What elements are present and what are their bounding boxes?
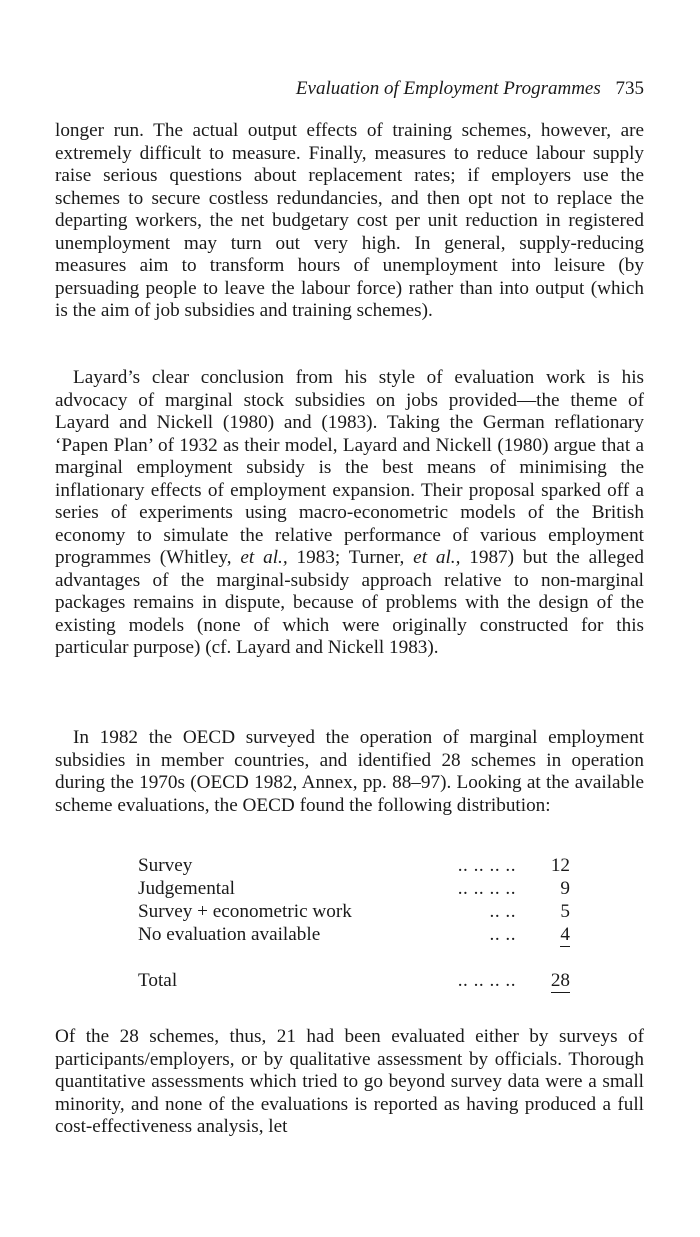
et-al-2: et al.,	[413, 547, 461, 568]
paragraph-1-text: longer run. The actual output effects of training schemes, however, are extremely difficult to measure. Finally, measures to reduce labour supply raise serious questions about replacement rates; if employers use the schemes to secure costless redundancies, and then opt not to replace the departing workers, the net budgetary cost per unit reduction in registered unemployment may turn out very high. In general, supply-reducing measures aim to transform hours of unemployment into leisure (by persuading people to leave the labour force) rather than into output (which is the aim of job subsidies and training schemes).	[55, 120, 644, 321]
leader-dots: .. .. .. ..	[457, 855, 516, 876]
running-title: Evaluation of Employment Programmes	[295, 78, 601, 99]
row-label: Judgemental	[138, 878, 235, 899]
row-value: 5	[560, 901, 570, 922]
row-value: 4	[560, 924, 570, 945]
total-value: 28	[550, 970, 570, 991]
leader-dots: .. .. .. ..	[457, 970, 516, 991]
paragraph-4	[55, 1026, 644, 1139]
evaluation-distribution-table	[138, 854, 570, 993]
paragraph-2-text	[55, 367, 644, 660]
paragraph-2-part-a: Layard’s clear conclusion from his style of evaluation work is his advocacy of marginal stock subsidies on jobs provided—the theme of Layard and Nickell (1980) and (1983). Taking the German reflationary ‘Papen Plan’ of 1932 as their model, Layard and Nickell (1980) argue that a marginal employment subsidy is the best means of minimising the inflationary effects of employment expansion. Their proposal sparked off a series of experiments using macro-econometric models of the British economy to simulate the relative performance of various employment programmes (Whitley,	[55, 367, 644, 568]
paragraph-3-text: In 1982 the OECD surveyed the operation of marginal employment subsidies in member countries, and identified 28 schemes in operation during the 1970s (OECD 1982, Annex, pp. 88–97). Looking at the available scheme evaluations, the OECD found the following distribution:	[55, 727, 644, 816]
paragraph-2-part-b: 1983; Turner,	[287, 547, 414, 568]
row-label: Survey	[138, 855, 193, 876]
paragraph-4-text: Of the 28 schemes, thus, 21 had been evaluated either by surveys of participants/employers, or by qualitative assessment by officials. Thorough quantitative assessments which tried to go beyond survey data were a small minority, and none of the evaluations is reported as having produced a full cost-effectiveness analysis, let	[55, 1026, 644, 1137]
table-row	[138, 854, 570, 877]
leader-dots: .. ..	[489, 901, 516, 922]
row-value: 9	[560, 878, 570, 899]
table-row	[138, 877, 570, 900]
leader-dots: .. ..	[489, 924, 516, 945]
row-label: No evaluation available	[138, 924, 321, 945]
paragraph-1	[55, 120, 644, 323]
table-row	[138, 923, 570, 947]
et-al-1: et al.,	[240, 547, 288, 568]
table-total-row	[138, 969, 570, 993]
total-label: Total	[138, 970, 178, 991]
paragraph-2	[55, 367, 644, 660]
paragraph-3	[55, 727, 644, 817]
paragraph-2-part-c: 1987) but the alleged advantages of the marginal-subsidy approach relative to non-marginal packages remains in dispute, because of problems with the design of the existing models (none of which were originally constructed for this particular purpose) (cf. Layard and Nickell 1983).	[55, 547, 645, 658]
page-number: 735	[615, 78, 644, 99]
leader-dots: .. .. .. ..	[457, 878, 516, 899]
running-header	[55, 78, 644, 104]
row-label: Survey + econometric work	[138, 901, 352, 922]
table-spacer	[138, 947, 570, 969]
table-row	[138, 900, 570, 923]
row-value: 12	[550, 855, 570, 876]
